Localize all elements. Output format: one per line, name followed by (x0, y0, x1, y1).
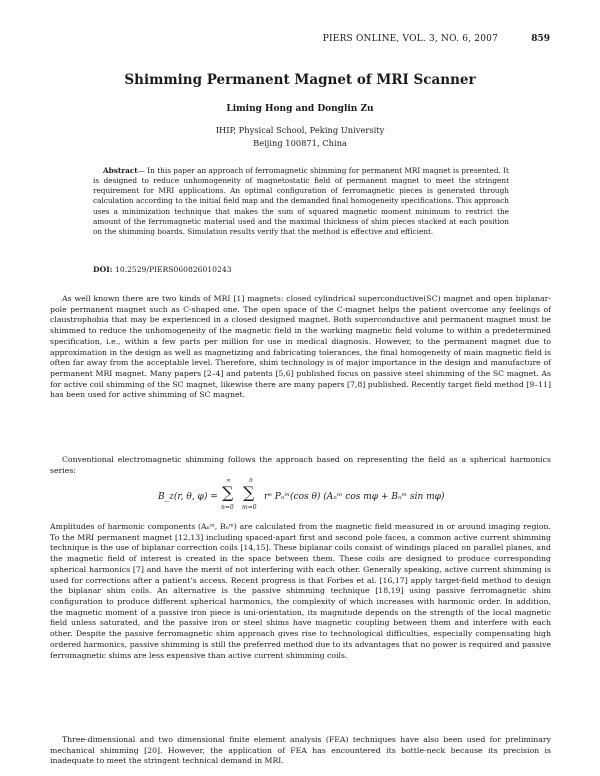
abstract-label: Abstract (103, 166, 138, 175)
doi-label: DOI: (93, 265, 113, 274)
paragraph-conventional: Conventional electromagnetic shimming follows the approach based on representing the field as a spherical harmonics series: (50, 455, 551, 475)
paragraph-fea: Three-dimensional and two dimensional finite element analysis (FEA) techniques have also been used for preliminary mechanical shimming [20]. However, the application of FEA has encountered its bottle-neck because its precision is inadequate to meet the stringent technical demand in MRI. (50, 735, 551, 766)
equation-outer-upper: ∞ (226, 477, 231, 484)
paragraph-amplitudes: Amplitudes of harmonic components (Aₙᵐ, Bₙᵐ) are calculated from the magnetic field measured in or around imaging region. To the MRI permanent magnet [12,13] including spaced-apart first and second pole faces, a common active current shimming technique is the use of biplanar correction coils [14,15]. These biplanar coils consist of windings placed on parallel planes, and the magnetic field of interest is created in the space between them. These coils are designed to produce corresponding spherical harmonics [7] and have the merit of not interfering with each other. Generally speaking, active current shimming is used for corrections after a patient’s access. Recent progress is that Forbes et al. [16,17] apply target-field method to design the biplanar shim coils. An alternative is the passive shimming technique [18,19] using passive ferromagnetic shim configuration to produce different spherical harmonics, the complexity of which increases with harmonic order. In addition, the magnetic moment of a passive iron piece is uni-orientation, its magnitude depends on the strength of the local magnetic field unless saturated, and the passive iron or steel shims have magnetic coupling between them and interfere with each other. Despite the passive ferromagnetic shim approach gives rise to technological difficulties, especially compensating high ordered harmonics, passive shimming is still the preferred method due to its advantages that no power is required and passive ferromagnetic shims are less expensive than active current shimming coils. (50, 522, 551, 660)
running-header (50, 34, 550, 46)
affiliation-line-1: IHIP, Physical School, Peking University (215, 125, 385, 135)
journal-name: PIERS ONLINE, VOL. 3, NO. 6, 2007 (322, 34, 498, 44)
equation-inner-lower: m=0 (242, 504, 257, 511)
abstract-text: — In this paper an approach of ferromagnetic shimming for permanent MRI magnet is presented. It is designed to reduce unhomogeneity of magnetostatic field of permanent magnet to meet the stringent requirement for MRI applications. An optimal configuration of ferromagnetic pieces is generated through calculation according to the initial field map and the demanded final homogeneity specifications. This approach uses a minimization technique that makes the sum of squared magnetic moment minimum to restrict the amount of the ferromagnetic material used and the maximal thickness of shim pieces stacked at each position on the shimming boards. Simulation results verify that the method is effective and efficient. (93, 166, 509, 236)
paragraph-intro: As well known there are two kinds of MRI [1] magnets: closed cylindrical superconductive(SC) magnet and open biplanar-pole permanent magnet such as C-shaped one. The open space of the C-magnet helps the patient overcome any feelings of claustrophobia that may be experienced in a closed designed magnet. Both superconductive and permanent magnet must be shimmed to reduce the unhomogeneity of the magnetic field in the working magnetic field volume to within a predetermined specification, i.e., within a few parts per million for use in medical diagnosis. However, to the permanent magnet due to approximation in the design as well as magnetizing and fabricating tolerances, the final homogeneity of main magnetic field is often far away from the acceptable level. Therefore, shim technology is of major importance in the design and manufacture of permanent MRI magnet. Many papers [2–4] and patents [5,6] published focus on passive steel shimming of the SC magnet. As for active coil shimming of the SC magnet, likewise there are many papers [7,8] published. Recently target field method [9–11] has been used for active shimming of SC magnet. (50, 294, 551, 400)
equation-inner-sum: ∑ (243, 483, 255, 502)
equation-outer-lower: n=0 (221, 504, 234, 511)
doi (93, 265, 232, 274)
abstract (93, 166, 509, 237)
spherical-harmonics-equation (0, 477, 600, 517)
paper-title: Shimming Permanent Magnet of MRI Scanner (124, 72, 476, 88)
equation-inner-upper: n (249, 477, 253, 484)
doi-value[interactable]: 10.2529/PIERS060826010243 (114, 265, 232, 274)
affiliation-line-2: Beijing 100871, China (253, 137, 347, 148)
equation-outer-sum: ∑ (222, 483, 234, 502)
equation-lhs: B_z(r, θ, φ) = (158, 492, 218, 502)
paper-authors: Liming Hong and Donglin Zu (226, 104, 374, 114)
equation-rhs: rⁿ Pₙᵐ(cos θ) (Aₙᵐ cos mφ + Bₙᵐ sin mφ) (264, 492, 445, 502)
page-number: 859 (531, 34, 550, 44)
author-affiliation (0, 124, 600, 149)
